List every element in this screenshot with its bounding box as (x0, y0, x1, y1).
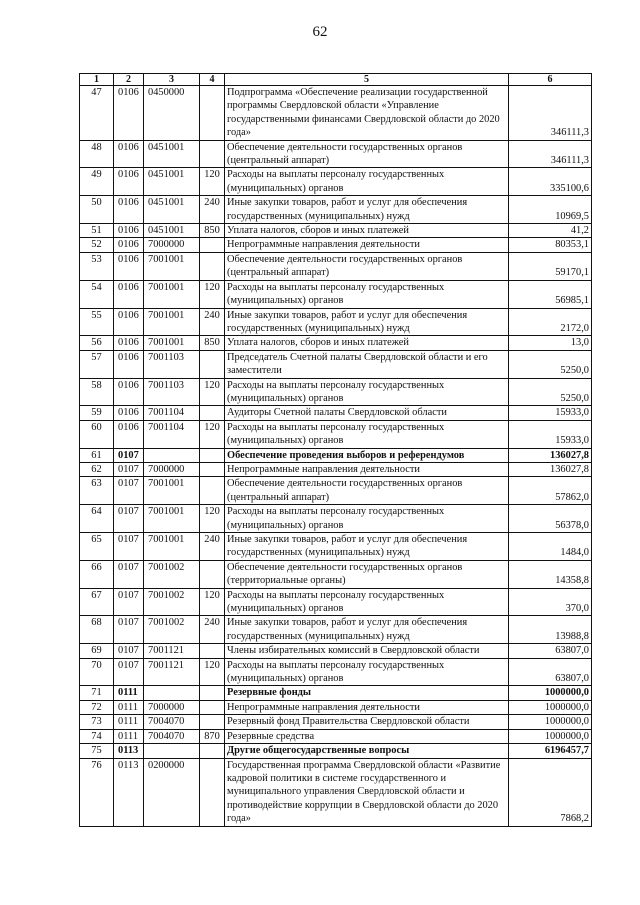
expense-type-cell (200, 715, 225, 729)
expense-type-cell (200, 86, 225, 141)
expense-type-cell: 870 (200, 729, 225, 743)
row-number-cell: 63 (80, 477, 114, 505)
table-row (80, 462, 592, 476)
amount-cell: 80353,1 (509, 238, 592, 252)
table-row (80, 505, 592, 533)
item-name-cell: Расходы на выплаты персоналу государственных (муниципальных) органов (225, 505, 509, 533)
target-article-cell: 0200000 (144, 758, 200, 826)
expense-type-cell (200, 758, 225, 826)
section-code-cell: 0106 (114, 420, 144, 448)
row-number-cell: 72 (80, 700, 114, 714)
header-col-6: 6 (509, 74, 592, 86)
amount-cell: 1484,0 (509, 533, 592, 561)
table-row (80, 644, 592, 658)
amount-cell: 13,0 (509, 336, 592, 350)
row-number-cell: 48 (80, 140, 114, 168)
table-row (80, 616, 592, 644)
expense-type-cell: 120 (200, 420, 225, 448)
item-name-cell: Резервные средства (225, 729, 509, 743)
expense-type-cell (200, 744, 225, 758)
expense-type-cell (200, 477, 225, 505)
target-article-cell: 0451001 (144, 140, 200, 168)
section-code-cell: 0106 (114, 238, 144, 252)
expense-type-cell: 120 (200, 588, 225, 616)
amount-cell: 63807,0 (509, 658, 592, 686)
amount-cell: 59170,1 (509, 252, 592, 280)
item-name-cell: Резервный фонд Правительства Свердловской области (225, 715, 509, 729)
section-code-cell: 0106 (114, 86, 144, 141)
row-number-cell: 59 (80, 406, 114, 420)
section-code-cell: 0106 (114, 308, 144, 336)
table-row (80, 744, 592, 758)
section-code-cell: 0106 (114, 196, 144, 224)
table-row (80, 308, 592, 336)
table-body (80, 86, 592, 827)
table-row (80, 700, 592, 714)
amount-cell: 335100,6 (509, 168, 592, 196)
expense-type-cell (200, 406, 225, 420)
target-article-cell: 7001002 (144, 588, 200, 616)
expense-type-cell (200, 252, 225, 280)
expense-type-cell (200, 140, 225, 168)
section-code-cell: 0107 (114, 477, 144, 505)
row-number-cell: 52 (80, 238, 114, 252)
table-row (80, 729, 592, 743)
table-row (80, 686, 592, 700)
row-number-cell: 70 (80, 658, 114, 686)
table-row (80, 658, 592, 686)
table-row (80, 252, 592, 280)
item-name-cell: Непрограммные направления деятельности (225, 462, 509, 476)
table-row (80, 224, 592, 238)
expense-type-cell: 120 (200, 378, 225, 406)
row-number-cell: 60 (80, 420, 114, 448)
header-col-2: 2 (114, 74, 144, 86)
section-code-cell: 0106 (114, 378, 144, 406)
target-article-cell (144, 744, 200, 758)
header-col-4: 4 (200, 74, 225, 86)
item-name-cell: Обеспечение проведения выборов и референдумов (225, 448, 509, 462)
row-number-cell: 51 (80, 224, 114, 238)
amount-cell: 7868,2 (509, 758, 592, 826)
amount-cell: 2172,0 (509, 308, 592, 336)
table-header-row (80, 74, 592, 86)
item-name-cell: Расходы на выплаты персоналу государственных (муниципальных) органов (225, 378, 509, 406)
table-row (80, 588, 592, 616)
row-number-cell: 68 (80, 616, 114, 644)
section-code-cell: 0111 (114, 686, 144, 700)
header-col-1: 1 (80, 74, 114, 86)
target-article-cell: 7000000 (144, 462, 200, 476)
section-code-cell: 0107 (114, 533, 144, 561)
item-name-cell: Расходы на выплаты персоналу государственных (муниципальных) органов (225, 280, 509, 308)
expense-type-cell (200, 238, 225, 252)
section-code-cell: 0106 (114, 252, 144, 280)
section-code-cell: 0107 (114, 560, 144, 588)
target-article-cell: 7001001 (144, 505, 200, 533)
expense-type-cell: 240 (200, 533, 225, 561)
section-code-cell: 0106 (114, 224, 144, 238)
row-number-cell: 64 (80, 505, 114, 533)
item-name-cell: Резервные фонды (225, 686, 509, 700)
target-article-cell: 7001103 (144, 378, 200, 406)
section-code-cell: 0106 (114, 350, 144, 378)
page-number: 62 (312, 24, 328, 40)
section-code-cell: 0113 (114, 758, 144, 826)
amount-cell: 1000000,0 (509, 729, 592, 743)
target-article-cell: 7001121 (144, 644, 200, 658)
table-row (80, 86, 592, 141)
item-name-cell: Иные закупки товаров, работ и услуг для обеспечения государственных (муниципальных) нужд (225, 616, 509, 644)
table-row (80, 140, 592, 168)
target-article-cell: 7000000 (144, 700, 200, 714)
expense-type-cell: 240 (200, 616, 225, 644)
expense-type-cell (200, 448, 225, 462)
item-name-cell: Расходы на выплаты персоналу государственных (муниципальных) органов (225, 168, 509, 196)
target-article-cell: 0451001 (144, 168, 200, 196)
row-number-cell: 61 (80, 448, 114, 462)
table-row (80, 420, 592, 448)
expense-type-cell (200, 350, 225, 378)
expense-type-cell: 120 (200, 168, 225, 196)
item-name-cell: Иные закупки товаров, работ и услуг для обеспечения государственных (муниципальных) нужд (225, 533, 509, 561)
row-number-cell: 53 (80, 252, 114, 280)
table-row (80, 280, 592, 308)
item-name-cell: Обеспечение деятельности государственных органов (центральный аппарат) (225, 477, 509, 505)
section-code-cell: 0111 (114, 715, 144, 729)
target-article-cell: 7001001 (144, 252, 200, 280)
expense-type-cell: 850 (200, 224, 225, 238)
item-name-cell: Уплата налогов, сборов и иных платежей (225, 336, 509, 350)
target-article-cell: 7001002 (144, 560, 200, 588)
row-number-cell: 65 (80, 533, 114, 561)
item-name-cell: Председатель Счетной палаты Свердловской области и его заместители (225, 350, 509, 378)
budget-table (79, 73, 592, 827)
section-code-cell: 0106 (114, 336, 144, 350)
table-row (80, 715, 592, 729)
target-article-cell: 0451001 (144, 224, 200, 238)
table-row (80, 406, 592, 420)
amount-cell: 56378,0 (509, 505, 592, 533)
row-number-cell: 71 (80, 686, 114, 700)
target-article-cell: 7001002 (144, 616, 200, 644)
amount-cell: 63807,0 (509, 644, 592, 658)
amount-cell: 5250,0 (509, 378, 592, 406)
target-article-cell (144, 448, 200, 462)
item-name-cell: Иные закупки товаров, работ и услуг для обеспечения государственных (муниципальных) нужд (225, 308, 509, 336)
target-article-cell: 7001104 (144, 406, 200, 420)
section-code-cell: 0111 (114, 729, 144, 743)
target-article-cell: 0451001 (144, 196, 200, 224)
item-name-cell: Государственная программа Свердловской области «Развитие кадровой политики в системе государственного и муниципального управления Свердловской области и противодействие коррупции в Свердловской области до 2020 года» (225, 758, 509, 826)
amount-cell: 370,0 (509, 588, 592, 616)
item-name-cell: Уплата налогов, сборов и иных платежей (225, 224, 509, 238)
section-code-cell: 0107 (114, 462, 144, 476)
expense-type-cell: 240 (200, 308, 225, 336)
amount-cell: 5250,0 (509, 350, 592, 378)
target-article-cell (144, 686, 200, 700)
row-number-cell: 58 (80, 378, 114, 406)
target-article-cell: 0450000 (144, 86, 200, 141)
item-name-cell: Непрограммные направления деятельности (225, 238, 509, 252)
row-number-cell: 47 (80, 86, 114, 141)
target-article-cell: 7004070 (144, 715, 200, 729)
row-number-cell: 56 (80, 336, 114, 350)
expense-type-cell: 120 (200, 505, 225, 533)
table-row (80, 196, 592, 224)
target-article-cell: 7001104 (144, 420, 200, 448)
table-row (80, 560, 592, 588)
section-code-cell: 0113 (114, 744, 144, 758)
table-row (80, 336, 592, 350)
row-number-cell: 57 (80, 350, 114, 378)
amount-cell: 1000000,0 (509, 700, 592, 714)
table-row (80, 238, 592, 252)
amount-cell: 346111,3 (509, 86, 592, 141)
table-row (80, 758, 592, 826)
header-col-3: 3 (144, 74, 200, 86)
item-name-cell: Расходы на выплаты персоналу государственных (муниципальных) органов (225, 658, 509, 686)
amount-cell: 10969,5 (509, 196, 592, 224)
item-name-cell: Непрограммные направления деятельности (225, 700, 509, 714)
target-article-cell: 7000000 (144, 238, 200, 252)
row-number-cell: 62 (80, 462, 114, 476)
amount-cell: 13988,8 (509, 616, 592, 644)
expense-type-cell: 850 (200, 336, 225, 350)
expense-type-cell (200, 462, 225, 476)
expense-type-cell: 240 (200, 196, 225, 224)
table-row (80, 448, 592, 462)
target-article-cell: 7001103 (144, 350, 200, 378)
amount-cell: 136027,8 (509, 448, 592, 462)
row-number-cell: 49 (80, 168, 114, 196)
item-name-cell: Обеспечение деятельности государственных органов (центральный аппарат) (225, 140, 509, 168)
table-row (80, 168, 592, 196)
section-code-cell: 0111 (114, 700, 144, 714)
amount-cell: 1000000,0 (509, 686, 592, 700)
row-number-cell: 66 (80, 560, 114, 588)
table-row (80, 378, 592, 406)
row-number-cell: 69 (80, 644, 114, 658)
target-article-cell: 7001001 (144, 477, 200, 505)
row-number-cell: 76 (80, 758, 114, 826)
item-name-cell: Подпрограмма «Обеспечение реализации государственной программы Свердловской области «Управление государственными финансами Свердловской области до 2020 года» (225, 86, 509, 141)
amount-cell: 57862,0 (509, 477, 592, 505)
section-code-cell: 0107 (114, 658, 144, 686)
target-article-cell: 7004070 (144, 729, 200, 743)
target-article-cell: 7001001 (144, 308, 200, 336)
amount-cell: 15933,0 (509, 406, 592, 420)
amount-cell: 6196457,7 (509, 744, 592, 758)
amount-cell: 14358,8 (509, 560, 592, 588)
item-name-cell: Обеспечение деятельности государственных органов (территориальные органы) (225, 560, 509, 588)
row-number-cell: 67 (80, 588, 114, 616)
item-name-cell: Обеспечение деятельности государственных органов (центральный аппарат) (225, 252, 509, 280)
section-code-cell: 0107 (114, 644, 144, 658)
item-name-cell: Члены избирательных комиссий в Свердловской области (225, 644, 509, 658)
target-article-cell: 7001001 (144, 533, 200, 561)
expense-type-cell (200, 700, 225, 714)
row-number-cell: 74 (80, 729, 114, 743)
amount-cell: 1000000,0 (509, 715, 592, 729)
row-number-cell: 73 (80, 715, 114, 729)
section-code-cell: 0106 (114, 280, 144, 308)
item-name-cell: Иные закупки товаров, работ и услуг для обеспечения государственных (муниципальных) нужд (225, 196, 509, 224)
table-row (80, 533, 592, 561)
section-code-cell: 0107 (114, 448, 144, 462)
amount-cell: 56985,1 (509, 280, 592, 308)
row-number-cell: 50 (80, 196, 114, 224)
section-code-cell: 0106 (114, 140, 144, 168)
amount-cell: 41,2 (509, 224, 592, 238)
expense-type-cell: 120 (200, 658, 225, 686)
expense-type-cell (200, 644, 225, 658)
expense-type-cell (200, 686, 225, 700)
amount-cell: 346111,3 (509, 140, 592, 168)
section-code-cell: 0106 (114, 406, 144, 420)
item-name-cell: Расходы на выплаты персоналу государственных (муниципальных) органов (225, 588, 509, 616)
item-name-cell: Другие общегосударственные вопросы (225, 744, 509, 758)
target-article-cell: 7001121 (144, 658, 200, 686)
header-col-5: 5 (225, 74, 509, 86)
row-number-cell: 55 (80, 308, 114, 336)
row-number-cell: 54 (80, 280, 114, 308)
expense-type-cell: 120 (200, 280, 225, 308)
table-row (80, 350, 592, 378)
target-article-cell: 7001001 (144, 336, 200, 350)
expense-type-cell (200, 560, 225, 588)
target-article-cell: 7001001 (144, 280, 200, 308)
item-name-cell: Расходы на выплаты персоналу государственных (муниципальных) органов (225, 420, 509, 448)
item-name-cell: Аудиторы Счетной палаты Свердловской области (225, 406, 509, 420)
amount-cell: 15933,0 (509, 420, 592, 448)
section-code-cell: 0107 (114, 616, 144, 644)
table-row (80, 477, 592, 505)
row-number-cell: 75 (80, 744, 114, 758)
section-code-cell: 0107 (114, 505, 144, 533)
amount-cell: 136027,8 (509, 462, 592, 476)
section-code-cell: 0107 (114, 588, 144, 616)
section-code-cell: 0106 (114, 168, 144, 196)
